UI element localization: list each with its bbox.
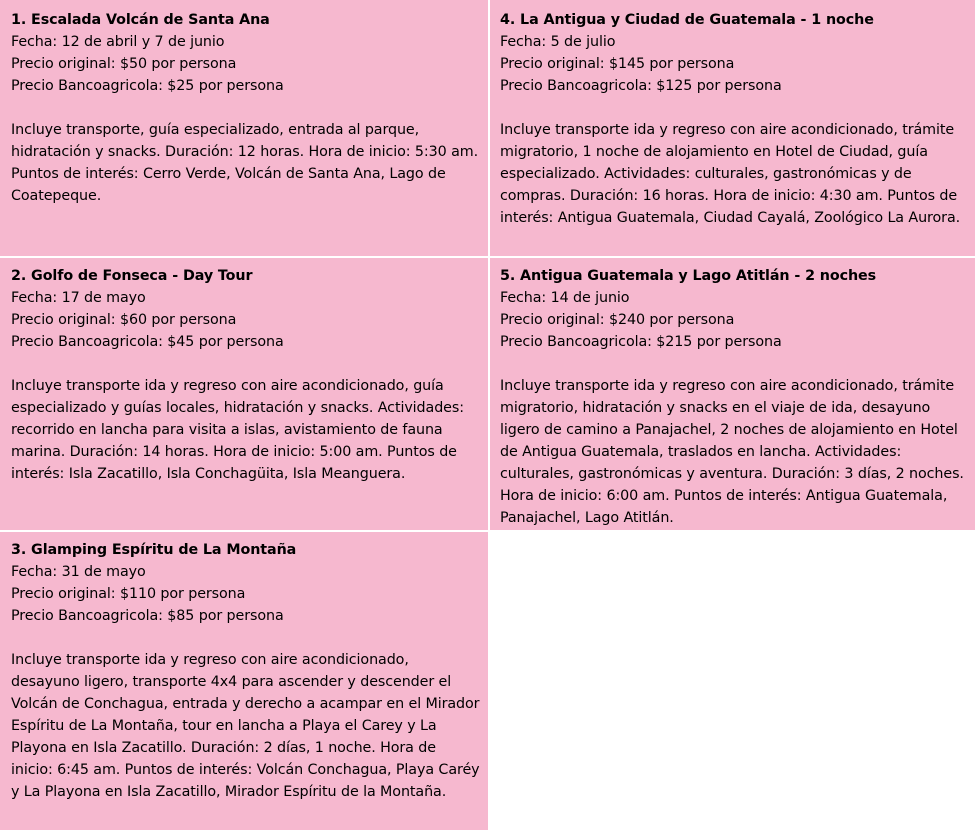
tour-title: 4. La Antigua y Ciudad de Guatemala - 1 noche [500, 12, 874, 28]
tour-bank-price: Precio Bancoagricola: $215 por persona [500, 334, 782, 350]
tour-card-3 [0, 530, 488, 830]
tour-date: Fecha: 5 de julio [500, 34, 616, 50]
tour-description: Incluye transporte ida y regreso con aire acondicionado, guía especializado y guías locales, hidratación y snacks. Actividades: recorrido en lancha para visita a islas, avistamiento de fauna marina. Duración: 14 horas. Hora de inicio: 5:00 am. Puntos de interés: Isla Zacatillo, Isla Conchagüita, Isla Meanguera. [11, 378, 464, 482]
tour-bank-price: Precio Bancoagricola: $45 por persona [11, 334, 284, 350]
tour-original-price: Precio original: $240 por persona [500, 312, 735, 328]
tour-date: Fecha: 12 de abril y 7 de junio [11, 34, 225, 50]
tour-bank-price: Precio Bancoagricola: $85 por persona [11, 608, 284, 624]
tour-original-price: Precio original: $110 por persona [11, 586, 246, 602]
tour-card-5 [488, 256, 975, 530]
tour-title: 3. Glamping Espíritu de La Montaña [11, 542, 297, 558]
tour-date: Fecha: 14 de junio [500, 290, 630, 306]
tour-original-price: Precio original: $50 por persona [11, 56, 237, 72]
tour-date: Fecha: 31 de mayo [11, 564, 146, 580]
tour-card-2 [0, 256, 488, 530]
tour-description: Incluye transporte ida y regreso con aire acondicionado, trámite migratorio, 1 noche de alojamiento en Hotel de Ciudad, guía especializado. Actividades: culturales, gastronómicas y de compras. Duración: 16 horas. Hora de inicio: 4:30 am. Puntos de interés: Antigua Guatemala, Ciudad Cayalá, Zoológico La Aurora. [500, 122, 961, 226]
tour-card-4 [488, 0, 975, 256]
tour-title: 1. Escalada Volcán de Santa Ana [11, 12, 270, 28]
tour-original-price: Precio original: $145 por persona [500, 56, 735, 72]
tour-title: 2. Golfo de Fonseca - Day Tour [11, 268, 253, 284]
tour-title: 5. Antigua Guatemala y Lago Atitlán - 2 noches [500, 268, 877, 284]
tour-date: Fecha: 17 de mayo [11, 290, 146, 306]
tour-description: Incluye transporte ida y regreso con aire acondicionado, trámite migratorio, hidratación y snacks en el viaje de ida, desayuno ligero de camino a Panajachel, 2 noches de alojamiento en Hotel de Antigua Guatemala, traslados en lancha. Actividades: culturales, gastronómicas y aventura. Duración: 3 días, 2 noches. Hora de inicio: 6:00 am. Puntos de interés: Antigua Guatemala, Panajachel, Lago Atitlán. [500, 378, 964, 526]
tour-card-1 [0, 0, 488, 256]
tour-description: Incluye transporte, guía especializado, entrada al parque, hidratación y snacks. Duración: 12 horas. Hora de inicio: 5:30 am. Puntos de interés: Cerro Verde, Volcán de Santa Ana, Lago de Coatepeque. [11, 122, 479, 204]
tour-description: Incluye transporte ida y regreso con aire acondicionado, desayuno ligero, transporte 4x4 para ascender y descender el Volcán de Conchagua, entrada y derecho a acampar en el Mirador Espíritu de La Montaña, tour en lancha a Playa el Carey y La Playona en Isla Zacatillo. Duración: 2 días, 1 noche. Hora de inicio: 6:45 am. Puntos de interés: Volcán Conchagua, Playa Caréy y La Playona en Isla Zacatillo, Mirador Espíritu de la Montaña. [11, 652, 480, 800]
tour-bank-price: Precio Bancoagricola: $25 por persona [11, 78, 284, 94]
tour-bank-price: Precio Bancoagricola: $125 por persona [500, 78, 782, 94]
tour-original-price: Precio original: $60 por persona [11, 312, 237, 328]
